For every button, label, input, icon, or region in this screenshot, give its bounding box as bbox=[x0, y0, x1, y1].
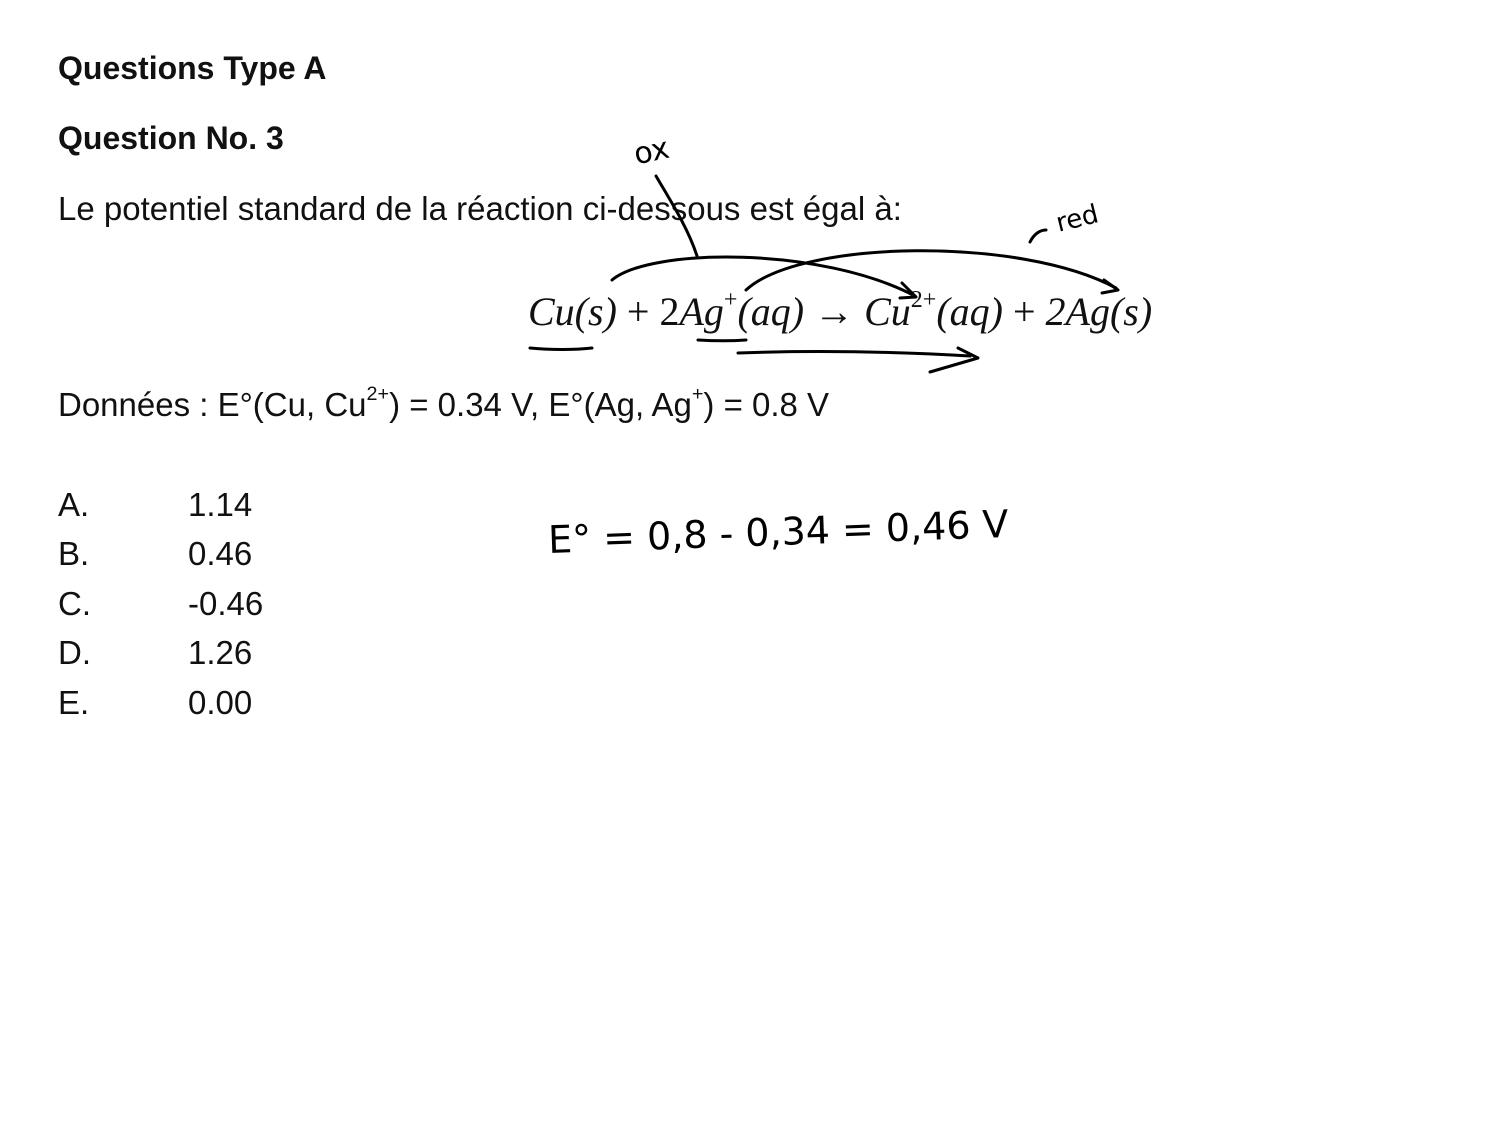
data-ag-charge: + bbox=[691, 383, 704, 405]
red-tick bbox=[1030, 230, 1046, 242]
choice-letter: E. bbox=[58, 684, 90, 721]
data-prefix: Données : E°(Cu, Cu bbox=[58, 386, 367, 423]
cu-charge: 2+ bbox=[910, 286, 937, 313]
reaction-arrow: → bbox=[814, 289, 855, 334]
choice-value: 1.14 bbox=[188, 486, 253, 523]
handwritten-ox-label: ox bbox=[630, 130, 673, 173]
ag-state: (aq) bbox=[737, 289, 805, 334]
reduction-arc bbox=[746, 251, 1116, 290]
reactant-ag: Ag bbox=[679, 289, 724, 334]
data-cu-charge: 2+ bbox=[366, 383, 390, 405]
cu-state: (aq) bbox=[936, 289, 1003, 334]
plus-sign-2: + bbox=[1012, 289, 1036, 334]
choice-value: 1.26 bbox=[188, 634, 253, 671]
section-title: Questions Type A bbox=[58, 50, 327, 86]
choice-value: 0.46 bbox=[188, 535, 253, 572]
choice-letter: C. bbox=[58, 585, 91, 622]
handwritten-red-label: red bbox=[1053, 199, 1102, 239]
choice-value: 0.00 bbox=[188, 684, 253, 721]
choice-value: -0.46 bbox=[188, 585, 264, 622]
product-cu: Cu bbox=[864, 289, 911, 334]
choice-letter: B. bbox=[58, 535, 90, 572]
ag-charge: + bbox=[723, 286, 738, 313]
data-suffix: ) = 0.8 V bbox=[703, 386, 830, 423]
handwritten-calculation: E° = 0,8 - 0,34 = 0,46 V bbox=[547, 501, 1010, 563]
ox-pointer-line bbox=[656, 176, 697, 256]
lower-arrowhead bbox=[930, 348, 978, 372]
data-mid: ) = 0.34 V, E°(Ag, Ag bbox=[389, 386, 692, 423]
choice-letter: A. bbox=[58, 486, 90, 523]
plus-sign: + bbox=[626, 289, 650, 334]
silver-coefficient: 2 bbox=[659, 289, 680, 334]
choice-letter: D. bbox=[58, 634, 91, 671]
cu-underline bbox=[530, 348, 592, 350]
ag-underline bbox=[698, 340, 746, 341]
reactant-cu: Cu(s) bbox=[528, 289, 617, 334]
lower-arrow bbox=[738, 352, 970, 356]
question-prompt: Le potentiel standard de la réaction ci-dessous est égal à: bbox=[58, 190, 902, 227]
product-ag: 2Ag(s) bbox=[1045, 289, 1153, 334]
question-number: Question No. 3 bbox=[58, 120, 284, 156]
